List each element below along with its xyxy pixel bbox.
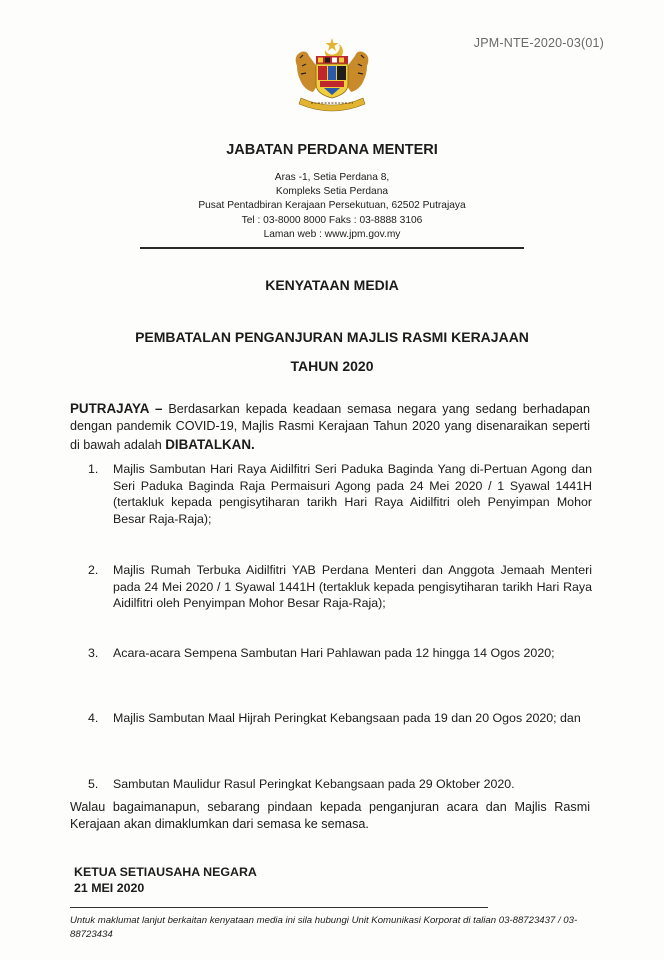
list-item-number: 5. [88,777,99,791]
header-divider [140,247,524,249]
intro-emphasis: DIBATALKAN. [165,436,255,452]
department-name: JABATAN PERDANA MENTERI [226,142,438,158]
intro-paragraph [70,400,590,454]
list-item-number: 3. [88,646,99,660]
document-heading: KENYATAAN MEDIA [265,277,399,293]
address-line: Pusat Pentadbiran Kerajaan Persekutuan, 62502 Putrajaya [198,200,466,212]
title-line-1: PEMBATALAN PENGANJURAN MAJLIS RASMI KERAJAAN [135,329,529,345]
footnote: Untuk maklumat lanjut berkaitan kenyataan media ini sila hubungi Unit Komunikasi Korporat di talian 03-88723437 / 03-88723434 [70,915,578,940]
list-item-text: Acara-acara Sempena Sambutan Hari Pahlawan pada 12 hingga 14 Ogos 2020; [113,646,555,660]
signature-date: 21 MEI 2020 [74,881,145,895]
signatory-title: KETUA SETIAUSAHA NEGARA [74,865,257,879]
list-item-text: Majlis Rumah Terbuka Aidilfitri YAB Perdana Menteri dan Anggota Jemaah Menteri pada 24 Mei 2020 / 1 Syawal 1441H (tertakluk kepada pengisytiharan tarikh Hari Raya Aidilfitri oleh Penyimpan Mohor Besar Raja-Raja); [113,563,592,611]
address-line: Laman web : www.jpm.gov.my [263,228,401,240]
coat-of-arms-icon [287,36,377,118]
signature-block [74,864,257,896]
reference-number: JPM-NTE-2020-03(01) [473,36,604,50]
address-line: Aras -1, Setia Perdana 8, [274,172,390,183]
dateline: PUTRAJAYA – [70,401,163,416]
address-block [0,171,664,242]
list-item [88,710,592,727]
list-item [88,776,592,793]
list-item [88,461,592,527]
list-item-text: Sambutan Maulidur Rasul Peringkat Kebangsaan pada 29 Oktober 2020. [113,777,515,791]
list-item [88,645,592,662]
list-item-text: Majlis Sambutan Hari Raya Aidilfitri Seri Paduka Baginda Yang di-Pertuan Agong dan Seri Paduka Baginda Raja Permaisuri Agong pada 24 Mei 2020 / 1 Syawal 1441H (tertakluk kepada pengisytiharan tarikh Hari Raya Aidilfitri oleh Penyimpan Mohor Besar Raja-Raja); [113,462,592,526]
list-item-number: 1. [88,462,99,476]
list-item-number: 2. [88,563,99,577]
title-line-2: TAHUN 2020 [290,358,374,374]
list-item [88,562,592,612]
address-line: Kompleks Setia Perdana [275,186,389,198]
address-line: Tel : 03-8000 8000 Faks : 03-8888 3106 [241,214,423,226]
list-item-number: 4. [88,711,99,725]
intro-text: Berdasarkan kepada keadaan semasa negara yang sedang berhadapan dengan pandemik COVID-19, Majlis Rasmi Kerajaan Tahun 2020 yang disenaraikan seperti di bawah adalah [70,402,590,452]
footnote-divider [70,907,488,908]
list-item-text: Majlis Sambutan Maal Hijrah Peringkat Kebangsaan pada 19 dan 20 Ogos 2020; dan [113,711,581,725]
closing-paragraph: Walau bagaimanapun, sebarang pindaan kepada penganjuran acara dan Majlis Rasmi Kerajaan akan dimaklumkan dari semasa ke semasa. [70,800,590,832]
document-title [0,323,664,381]
